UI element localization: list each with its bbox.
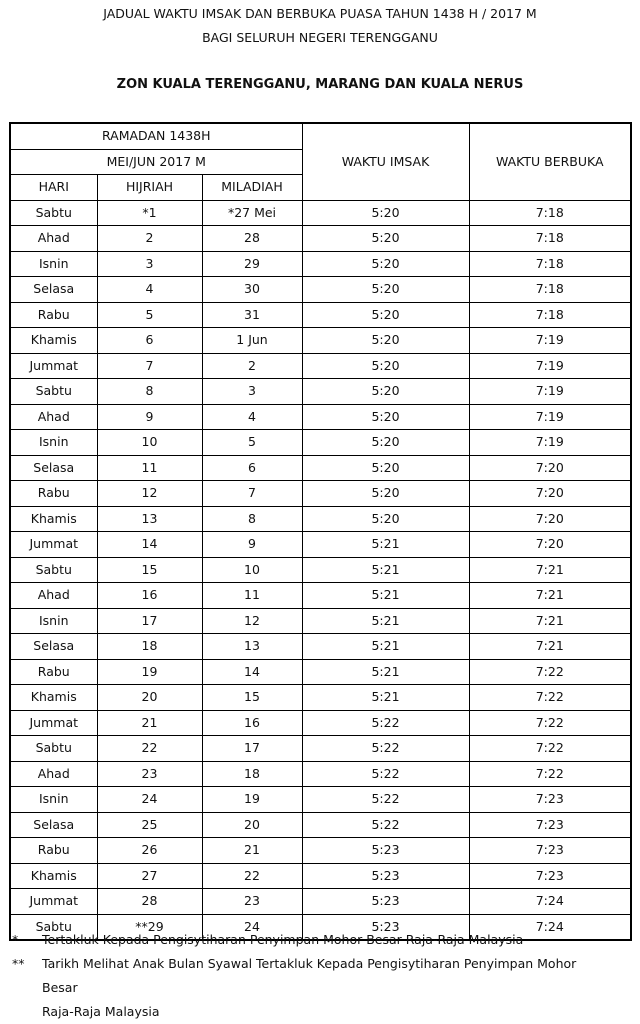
miladiah-cell: 14 bbox=[202, 659, 302, 685]
hari-cell: Sabtu bbox=[10, 914, 97, 940]
hijriah-cell: 3 bbox=[97, 251, 202, 277]
table-row bbox=[10, 889, 631, 915]
hijriah-cell: 11 bbox=[97, 455, 202, 481]
berbuka-cell: 7:23 bbox=[469, 812, 631, 838]
miladiah-cell: 19 bbox=[202, 787, 302, 813]
hijriah-cell: 5 bbox=[97, 302, 202, 328]
miladiah-cell: 16 bbox=[202, 710, 302, 736]
hijriah-cell: 16 bbox=[97, 583, 202, 609]
miladiah-cell: 10 bbox=[202, 557, 302, 583]
imsak-cell: 5:20 bbox=[302, 226, 469, 252]
hari-cell: Jummat bbox=[10, 889, 97, 915]
miladiah-cell: *27 Mei bbox=[202, 200, 302, 226]
table-row bbox=[10, 634, 631, 660]
imsak-cell: 5:21 bbox=[302, 557, 469, 583]
hari-cell: Rabu bbox=[10, 659, 97, 685]
table-row bbox=[10, 710, 631, 736]
hari-cell: Selasa bbox=[10, 455, 97, 481]
hijriah-cell: 14 bbox=[97, 532, 202, 558]
table-row bbox=[10, 430, 631, 456]
hari-cell: Sabtu bbox=[10, 379, 97, 405]
zone-heading: ZON KUALA TERENGGANU, MARANG DAN KUALA NERUS bbox=[116, 77, 524, 92]
imsak-cell: 5:23 bbox=[302, 838, 469, 864]
miladiah-cell: 30 bbox=[202, 277, 302, 303]
imsak-cell: 5:20 bbox=[302, 455, 469, 481]
imsak-cell: 5:20 bbox=[302, 379, 469, 405]
berbuka-cell: 7:18 bbox=[469, 226, 631, 252]
table-row bbox=[10, 404, 631, 430]
berbuka-cell: 7:20 bbox=[469, 532, 631, 558]
miladiah-cell: 18 bbox=[202, 761, 302, 787]
berbuka-cell: 7:18 bbox=[469, 251, 631, 277]
miladiah-cell: 6 bbox=[202, 455, 302, 481]
miladiah-cell: 9 bbox=[202, 532, 302, 558]
hijriah-cell: 25 bbox=[97, 812, 202, 838]
hari-cell: Isnin bbox=[10, 787, 97, 813]
table-row bbox=[10, 532, 631, 558]
hari-cell: Isnin bbox=[10, 430, 97, 456]
hijriah-cell: 27 bbox=[97, 863, 202, 889]
footnote-text: Tertakluk Kepada Pengisytiharan Penyimpan Mohor Besar Raja-Raja Malaysia bbox=[42, 932, 524, 947]
hijriah-cell: **29 bbox=[97, 914, 202, 940]
miladiah-cell: 29 bbox=[202, 251, 302, 277]
hari-cell: Isnin bbox=[10, 251, 97, 277]
month-header: MEI/JUN 2017 M bbox=[10, 149, 302, 175]
miladiah-cell: 2 bbox=[202, 353, 302, 379]
berbuka-cell: 7:20 bbox=[469, 506, 631, 532]
table-row bbox=[10, 659, 631, 685]
imsak-cell: 5:23 bbox=[302, 914, 469, 940]
imsak-cell: 5:20 bbox=[302, 506, 469, 532]
table-row bbox=[10, 481, 631, 507]
imsak-column-header: WAKTU IMSAK bbox=[302, 123, 469, 200]
miladiah-cell: 21 bbox=[202, 838, 302, 864]
berbuka-cell: 7:21 bbox=[469, 583, 631, 609]
berbuka-cell: 7:22 bbox=[469, 685, 631, 711]
table-row bbox=[10, 328, 631, 354]
hijriah-cell: 7 bbox=[97, 353, 202, 379]
table-row bbox=[10, 557, 631, 583]
hijriah-cell: 19 bbox=[97, 659, 202, 685]
hari-cell: Khamis bbox=[10, 506, 97, 532]
miladiah-cell: 12 bbox=[202, 608, 302, 634]
hari-cell: Isnin bbox=[10, 608, 97, 634]
imsak-cell: 5:21 bbox=[302, 583, 469, 609]
imsak-cell: 5:21 bbox=[302, 608, 469, 634]
miladiah-cell: 8 bbox=[202, 506, 302, 532]
imsak-cell: 5:20 bbox=[302, 328, 469, 354]
hijriah-cell: 10 bbox=[97, 430, 202, 456]
hijriah-cell: 22 bbox=[97, 736, 202, 762]
imsak-cell: 5:22 bbox=[302, 812, 469, 838]
miladiah-cell: 5 bbox=[202, 430, 302, 456]
table-row bbox=[10, 506, 631, 532]
hari-cell: Jummat bbox=[10, 353, 97, 379]
footnote-line bbox=[12, 952, 612, 1000]
hari-cell: Selasa bbox=[10, 277, 97, 303]
miladiah-cell: 24 bbox=[202, 914, 302, 940]
hari-cell: Jummat bbox=[10, 710, 97, 736]
hijriah-cell: 6 bbox=[97, 328, 202, 354]
hari-cell: Selasa bbox=[10, 812, 97, 838]
miladiah-cell: 4 bbox=[202, 404, 302, 430]
berbuka-cell: 7:18 bbox=[469, 277, 631, 303]
table-row bbox=[10, 277, 631, 303]
berbuka-cell: 7:22 bbox=[469, 761, 631, 787]
hijriah-cell: 21 bbox=[97, 710, 202, 736]
imsak-cell: 5:21 bbox=[302, 685, 469, 711]
berbuka-cell: 7:24 bbox=[469, 889, 631, 915]
miladiah-cell: 23 bbox=[202, 889, 302, 915]
berbuka-cell: 7:21 bbox=[469, 634, 631, 660]
hijriah-cell: 17 bbox=[97, 608, 202, 634]
hijriah-cell: *1 bbox=[97, 200, 202, 226]
table-row bbox=[10, 583, 631, 609]
miladiah-cell: 13 bbox=[202, 634, 302, 660]
hijriah-cell: 28 bbox=[97, 889, 202, 915]
footnote-line bbox=[12, 928, 612, 952]
berbuka-cell: 7:23 bbox=[469, 838, 631, 864]
footnote-line bbox=[12, 1000, 612, 1024]
miladiah-column-header: MILADIAH bbox=[202, 175, 302, 201]
miladiah-cell: 22 bbox=[202, 863, 302, 889]
berbuka-cell: 7:20 bbox=[469, 481, 631, 507]
hari-cell: Rabu bbox=[10, 302, 97, 328]
imsak-cell: 5:20 bbox=[302, 302, 469, 328]
imsak-cell: 5:21 bbox=[302, 634, 469, 660]
footnote-marker: ** bbox=[12, 956, 25, 971]
miladiah-cell: 7 bbox=[202, 481, 302, 507]
berbuka-cell: 7:22 bbox=[469, 736, 631, 762]
berbuka-cell: 7:19 bbox=[469, 328, 631, 354]
imsak-cell: 5:20 bbox=[302, 277, 469, 303]
footnote-text: Raja-Raja Malaysia bbox=[42, 1004, 160, 1019]
hijriah-cell: 23 bbox=[97, 761, 202, 787]
hijriah-cell: 12 bbox=[97, 481, 202, 507]
imsak-cell: 5:22 bbox=[302, 787, 469, 813]
imsak-cell: 5:22 bbox=[302, 710, 469, 736]
hijriah-cell: 2 bbox=[97, 226, 202, 252]
hari-cell: Ahad bbox=[10, 761, 97, 787]
footnote-marker bbox=[12, 1000, 42, 1024]
hari-cell: Khamis bbox=[10, 328, 97, 354]
table-row bbox=[10, 302, 631, 328]
hari-cell: Sabtu bbox=[10, 736, 97, 762]
schedule-table bbox=[9, 122, 632, 941]
table-row bbox=[10, 353, 631, 379]
miladiah-cell: 20 bbox=[202, 812, 302, 838]
hijriah-cell: 9 bbox=[97, 404, 202, 430]
miladiah-cell: 1 Jun bbox=[202, 328, 302, 354]
berbuka-cell: 7:19 bbox=[469, 404, 631, 430]
imsak-cell: 5:20 bbox=[302, 404, 469, 430]
footnote-text: Tarikh Melihat Anak Bulan Syawal Tertakluk Kepada Pengisytiharan Penyimpan Mohor Besar bbox=[42, 956, 577, 995]
table-row bbox=[10, 226, 631, 252]
table-row bbox=[10, 863, 631, 889]
miladiah-cell: 31 bbox=[202, 302, 302, 328]
miladiah-cell: 17 bbox=[202, 736, 302, 762]
hari-cell: Khamis bbox=[10, 685, 97, 711]
hari-column-header: HARI bbox=[10, 175, 97, 201]
table-row bbox=[10, 379, 631, 405]
imsak-cell: 5:20 bbox=[302, 251, 469, 277]
berbuka-cell: 7:23 bbox=[469, 863, 631, 889]
hijriah-cell: 18 bbox=[97, 634, 202, 660]
imsak-cell: 5:21 bbox=[302, 532, 469, 558]
hari-cell: Rabu bbox=[10, 838, 97, 864]
imsak-cell: 5:21 bbox=[302, 659, 469, 685]
imsak-cell: 5:23 bbox=[302, 889, 469, 915]
berbuka-cell: 7:21 bbox=[469, 608, 631, 634]
hari-cell: Selasa bbox=[10, 634, 97, 660]
berbuka-cell: 7:21 bbox=[469, 557, 631, 583]
table-row bbox=[10, 736, 631, 762]
imsak-cell: 5:20 bbox=[302, 481, 469, 507]
berbuka-cell: 7:22 bbox=[469, 710, 631, 736]
table-row bbox=[10, 251, 631, 277]
table-row bbox=[10, 761, 631, 787]
imsak-cell: 5:22 bbox=[302, 736, 469, 762]
hari-cell: Sabtu bbox=[10, 557, 97, 583]
imsak-cell: 5:22 bbox=[302, 761, 469, 787]
berbuka-cell: 7:20 bbox=[469, 455, 631, 481]
berbuka-cell: 7:19 bbox=[469, 430, 631, 456]
table-row bbox=[10, 608, 631, 634]
hijriah-cell: 8 bbox=[97, 379, 202, 405]
hijriah-cell: 26 bbox=[97, 838, 202, 864]
miladiah-cell: 15 bbox=[202, 685, 302, 711]
hijriah-column-header: HIJRIAH bbox=[97, 175, 202, 201]
miladiah-cell: 11 bbox=[202, 583, 302, 609]
berbuka-column-header: WAKTU BERBUKA bbox=[469, 123, 631, 200]
berbuka-cell: 7:24 bbox=[469, 914, 631, 940]
table-row bbox=[10, 787, 631, 813]
table-row bbox=[10, 685, 631, 711]
footnote-marker: * bbox=[12, 932, 19, 947]
berbuka-cell: 7:18 bbox=[469, 302, 631, 328]
hijriah-cell: 24 bbox=[97, 787, 202, 813]
hijriah-cell: 13 bbox=[97, 506, 202, 532]
hijriah-cell: 20 bbox=[97, 685, 202, 711]
document-subtitle: BAGI SELURUH NEGERI TERENGGANU bbox=[202, 30, 438, 45]
hijriah-cell: 4 bbox=[97, 277, 202, 303]
hari-cell: Khamis bbox=[10, 863, 97, 889]
berbuka-cell: 7:19 bbox=[469, 379, 631, 405]
hari-cell: Sabtu bbox=[10, 200, 97, 226]
imsak-cell: 5:23 bbox=[302, 863, 469, 889]
berbuka-cell: 7:22 bbox=[469, 659, 631, 685]
hari-cell: Rabu bbox=[10, 481, 97, 507]
hari-cell: Ahad bbox=[10, 583, 97, 609]
miladiah-cell: 3 bbox=[202, 379, 302, 405]
hijriah-cell: 15 bbox=[97, 557, 202, 583]
berbuka-cell: 7:19 bbox=[469, 353, 631, 379]
hari-cell: Ahad bbox=[10, 226, 97, 252]
document-title: JADUAL WAKTU IMSAK DAN BERBUKA PUASA TAHUN 1438 H / 2017 M bbox=[103, 6, 537, 21]
ramadan-header: RAMADAN 1438H bbox=[10, 123, 302, 149]
hari-cell: Jummat bbox=[10, 532, 97, 558]
table-row bbox=[10, 812, 631, 838]
table-row bbox=[10, 455, 631, 481]
hari-cell: Ahad bbox=[10, 404, 97, 430]
table-row bbox=[10, 838, 631, 864]
imsak-cell: 5:20 bbox=[302, 353, 469, 379]
table-row bbox=[10, 200, 631, 226]
miladiah-cell: 28 bbox=[202, 226, 302, 252]
imsak-cell: 5:20 bbox=[302, 430, 469, 456]
berbuka-cell: 7:23 bbox=[469, 787, 631, 813]
imsak-cell: 5:20 bbox=[302, 200, 469, 226]
berbuka-cell: 7:18 bbox=[469, 200, 631, 226]
